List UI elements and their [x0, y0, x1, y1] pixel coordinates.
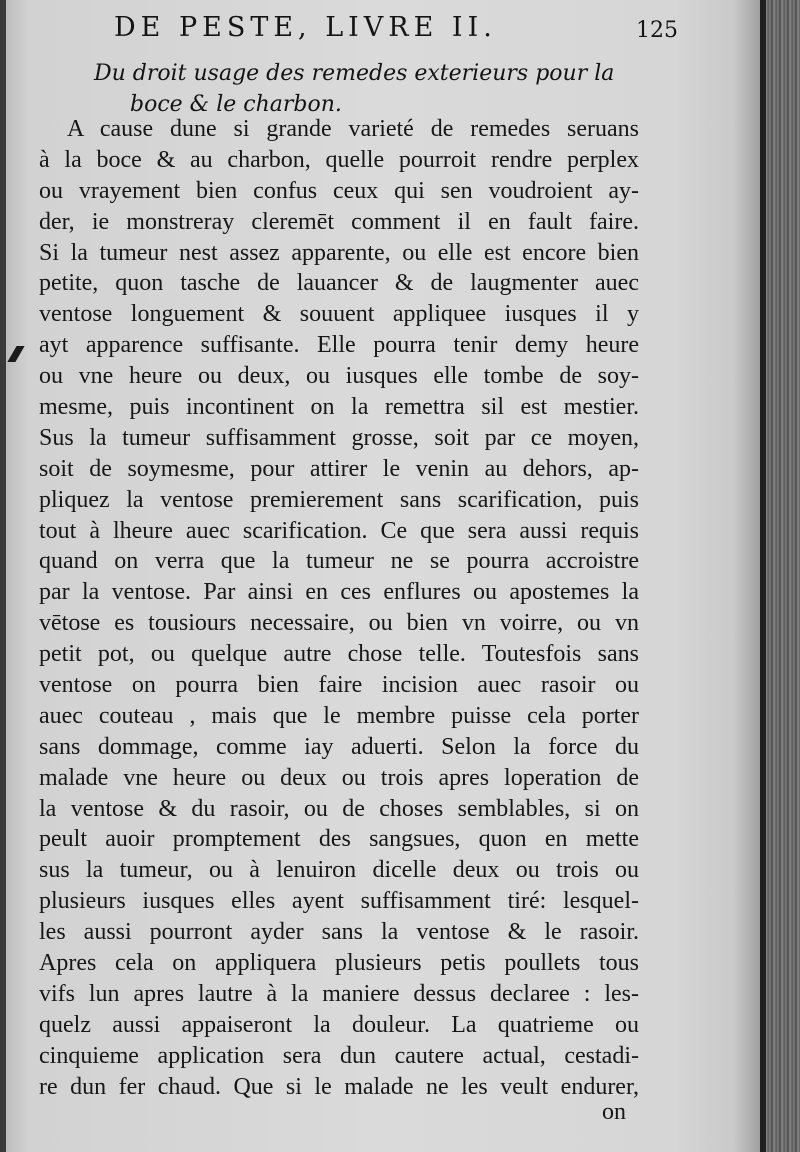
text-line: ou vne heure ou deux, ou iusques elle tombe de soy- — [39, 363, 639, 390]
text-line: peult auoir promptement des sangsues, quon en mette — [39, 826, 639, 853]
text-line: A cause dune si grande varieté de remedes seruans — [67, 116, 639, 142]
text-line: ventose longuement & souuent appliquee iusques il y — [39, 301, 639, 328]
marginal-mark — [7, 346, 24, 362]
text-line: malade vne heure ou deux ou trois apres loperation de — [39, 764, 639, 791]
text-line: sans dommage, comme iay aduerti. Selon la force du — [39, 733, 639, 760]
text-line: vētose es tousiours necessaire, ou bien vn voirre, ou vn — [39, 610, 639, 637]
text-line: ayt apparence suffisante. Elle pourra tenir demy heure — [39, 332, 639, 359]
text-line: Si la tumeur nest assez apparente, ou elle est encore bien — [39, 239, 639, 266]
section-title-line-1: Du droit usage des remedes exterieurs pour la — [94, 61, 615, 86]
text-line: quand on verra que la tumeur ne se pourra accroistre — [39, 548, 639, 575]
text-line: petite, quon tasche de lauancer & de laugmenter auec — [39, 270, 639, 297]
text-line: re dun fer chaud. Que si le malade ne les veult endurer, — [39, 1073, 639, 1100]
text-line: la ventose & du rasoir, ou de choses semblables, si on — [39, 795, 639, 822]
text-line: sus la tumeur, ou à lenuiron dicelle deux ou trois ou — [39, 857, 639, 884]
section-title-line-2: boce & le charbon. — [130, 92, 342, 117]
text-line: tout à lheure auec scarification. Ce que sera aussi requis — [39, 517, 639, 544]
text-line: auec couteau , mais que le membre puisse cela porter — [39, 702, 639, 729]
text-line: ventose on pourra bien faire incision auec rasoir ou — [39, 672, 639, 699]
catchword: on — [602, 1099, 626, 1125]
text-line: der, ie monstreray cleremēt comment il en fault faire. — [39, 208, 639, 235]
page-number: 125 — [636, 18, 678, 43]
text-line: par la ventose. Par ainsi en ces enflures ou apostemes la — [39, 579, 639, 606]
text-line: petit pot, ou quelque autre chose telle. Toutesfois sans — [39, 641, 639, 668]
text-line: vifs lun apres lautre à la maniere dessus declaree : les- — [39, 980, 639, 1007]
text-line: pliquez la ventose premierement sans scarification, puis — [39, 486, 639, 513]
text-line: mesme, puis incontinent on la remettra sil est mestier. — [39, 394, 639, 421]
body-text — [39, 114, 639, 1103]
page-sheet — [6, 0, 764, 1152]
text-line: quelz aussi appaiseront la douleur. La quatrieme ou — [39, 1011, 639, 1038]
text-line: ou vrayement bien confus ceux qui sen voudroient ay- — [39, 177, 639, 204]
section-title — [94, 58, 654, 120]
text-line: plusieurs iusques elles ayent suffisamment tiré: lesquel- — [39, 888, 639, 915]
text-line: cinquieme application sera dun cautere actual, cestadi- — [39, 1042, 639, 1069]
text-line: les aussi pourront ayder sans la ventose & le rasoir. — [39, 919, 639, 946]
text-line: à la boce & au charbon, quelle pourroit rendre perplex — [39, 146, 639, 173]
text-line: Sus la tumeur suffisamment grosse, soit par ce moyen, — [39, 424, 639, 451]
book-page-edges — [760, 0, 800, 1152]
text-line: soit de soymesme, pour attirer le venin au dehors, ap- — [39, 455, 639, 482]
running-head: DE PESTE, LIVRE II. — [114, 12, 497, 43]
text-line: Apres cela on appliquera plusieurs petis poullets tous — [39, 950, 639, 977]
